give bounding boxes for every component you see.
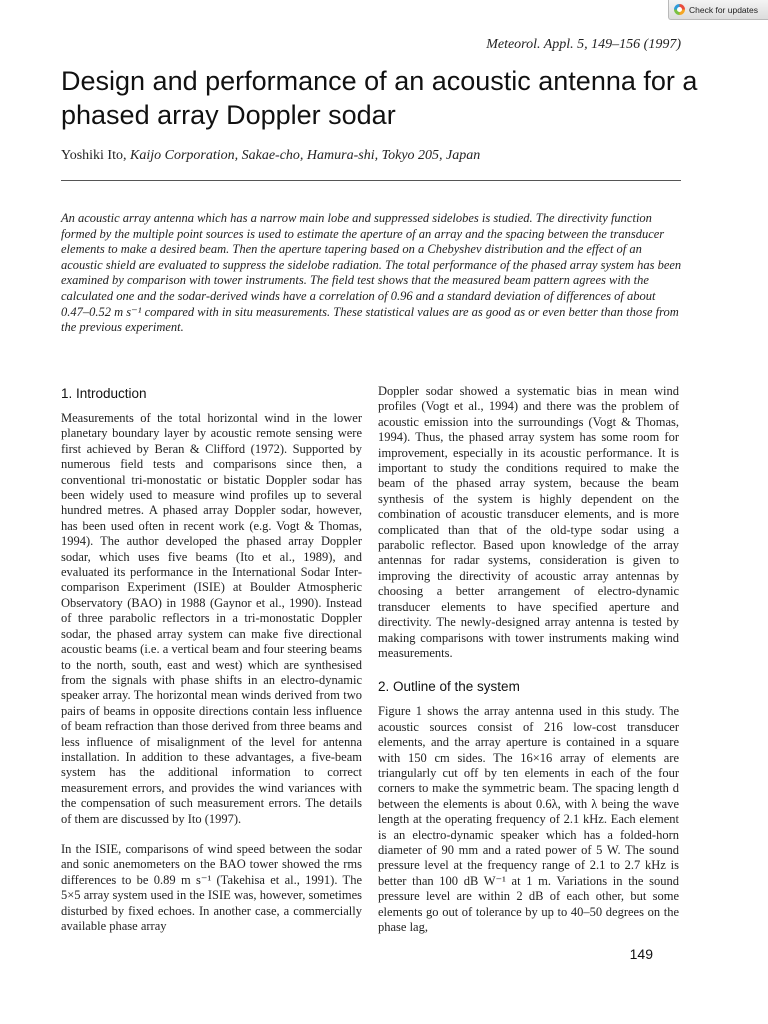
body-paragraph: Measurements of the total horizontal wind in the lower planetary boundary layer by acoustic remote sensing were first achieved by Beran & Clifford (1972). Supported by numerous field tests and comparisons since then, a conventional tri-monostatic or bistatic Doppler sodar has been widely used to measure wind profiles up to several hundred metres. A phased array Doppler sodar, however, has been used often in recent work (e.g. Vogt & Thomas, 1994). The author developed the phased array Doppler sodar, which uses five beams (Ito et al., 1989), and evaluated its performance in the International Sodar Inter-comparison Experiment (ISIE) at Boulder Atmospheric Observatory (BAO) in 1988 (Gaynor et al., 1990). Instead of three parabolic reflectors in a tri-monostatic Doppler sodar, the phased array system can make five directional acoustic beams (i.e. a vertical beam and four steering beams to the north, south, east and west) which are synthesised from the signals with phase shifts in an electro-dynamic speaker array. The horizontal mean winds derived from two pairs of beams in opposite directions contain less influence of beam refraction than those derived from three beams and less influence of misalignment of the level for antenna installation. In addition to these advantages, a five-beam system has the additional information to correct measurement errors, and provides the wind variances with the compensation of such measurement errors. The details of them are discussed by Ito (1997). <box>61 411 362 826</box>
page-number: 149 <box>629 946 653 962</box>
right-column <box>378 384 679 935</box>
body-paragraph: Figure 1 shows the array antenna used in this study. The acoustic sources consist of 216 low-cost transducer elements, and the array aperture is contained in a square with 150 cm sides. The 16×16 array of elements are triangularly cut off by ten elements in each of the four corners to make the symmetric beam. The spacing length d between the elements is about 0.6λ, with λ being the wave length at the operating frequency of 2.1 kHz. Each element is an electro-dynamic speaker which has a folded-horn diameter of 90 mm and a rated power of 5 W. The sound pressure level at the frequency range of 2.1 to 2.7 kHz is better than 100 dB W⁻¹ at 1 m. Variations in the sound pressure level are within 2 dB of each other, but some elements go out of tolerance by up to 40–50 degrees on the phase lag, <box>378 704 679 934</box>
article-title: Design and performance of an acoustic antenna for a phased array Doppler sodar <box>61 66 698 130</box>
check-for-updates-badge[interactable] <box>668 0 768 20</box>
crossmark-icon <box>674 4 685 15</box>
author-affiliation: Kaijo Corporation, Sakae-cho, Hamura-shi, Tokyo 205, Japan <box>130 148 481 163</box>
header-divider <box>61 180 681 181</box>
abstract: An acoustic array antenna which has a narrow main lobe and suppressed sidelobes is studied. The directivity function formed by the multiple point sources is used to estimate the aperture of an array and the spacing between the transducer elements to make a desired beam. Then the aperture tapering based on a Chebyshev distribution and the effect of an acoustic shield are evaluated to suppress the sidelobe radiation. The total performance of the phased array system has been examined by comparison with tower instruments. The field test shows that the measured beam pattern agrees with the calculated one and the sodar-derived winds have a correlation of 0.96 and a standard deviation of differences of about 0.47–0.52 m s⁻¹ compared with in situ measurements. These statistical values are as good as or even better than those from the previous experiment. <box>61 211 682 335</box>
author-line <box>61 148 480 164</box>
section-heading-outline: 2. Outline of the system <box>378 679 520 695</box>
journal-reference: Meteorol. Appl. 5, 149–156 (1997) <box>486 37 681 52</box>
left-column <box>61 385 362 934</box>
author-name: Yoshiki Ito, <box>61 148 127 163</box>
body-paragraph: Doppler sodar showed a systematic bias in mean wind profiles (Vogt et al., 1994) and there was the problem of acoustic emission into the surroundings (Vogt & Thomas, 1994). Thus, the phased array system has some room for improvement, especially in its acoustic performance. It is important to study the conditions required to make the beam of the phased array system, because the beam synthesis of the system is highly dependent on the combination of acoustic transducer elements, and is more complicated than that of the old-type sodar using a parabolic reflector. Based upon knowledge of the array antennas for radar systems, consideration is given to improving the directivity of acoustic array antennas by choosing a better arrangement of electro-dynamic transducer elements to have specified aperture and directivity. The newly-designed array antenna is tested by making comparisons with tower instruments making wind measurements. <box>378 384 679 660</box>
section-heading-introduction: 1. Introduction <box>61 386 147 401</box>
check-for-updates-label: Check for updates <box>689 4 758 15</box>
body-paragraph: In the ISIE, comparisons of wind speed between the sodar and sonic anemometers on the BAO tower showed the rms differences to be 0.89 m s⁻¹ (Takehisa et al., 1991). The 5×5 array system used in the ISIE was, however, sometimes disturbed by fixed echoes. In another case, a commercially available phase array <box>61 841 362 933</box>
